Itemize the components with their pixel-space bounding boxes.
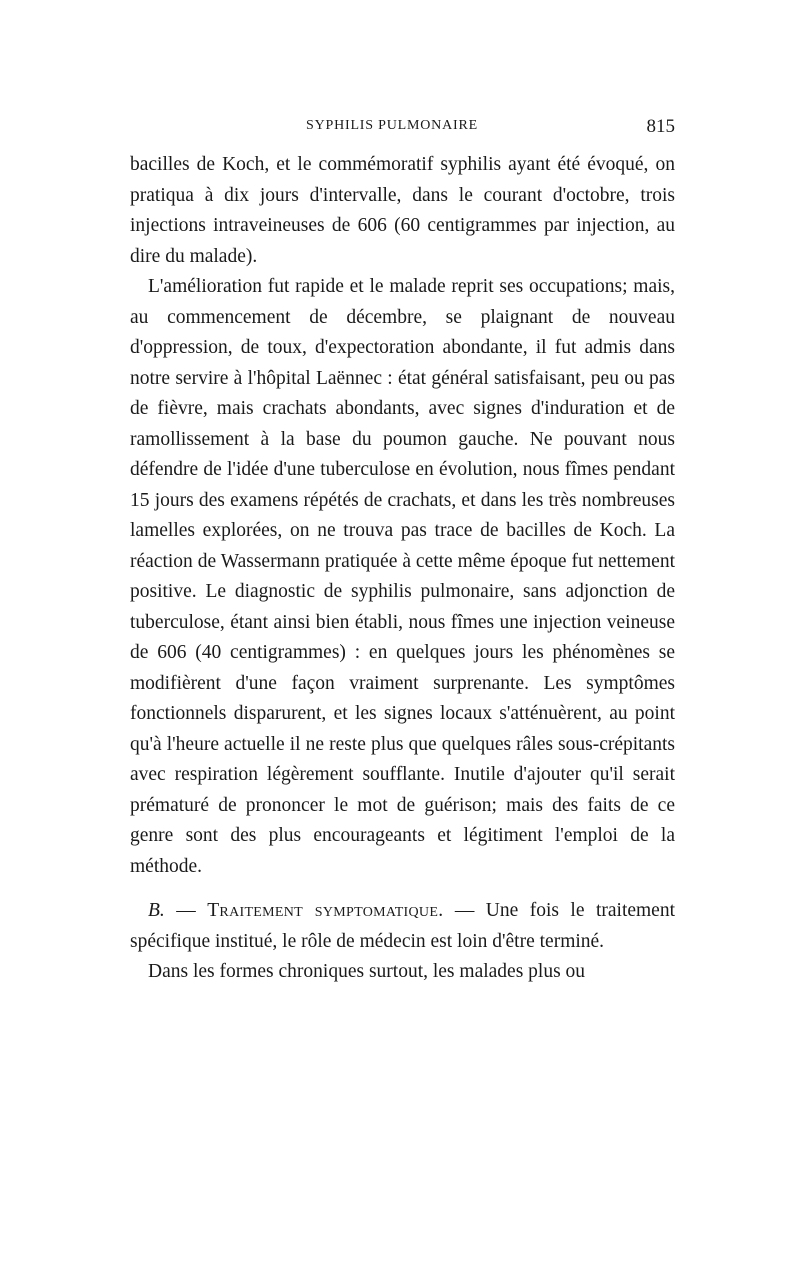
- body-text: [130, 150, 675, 988]
- book-page: [130, 0, 675, 1262]
- page-number: 815: [646, 116, 675, 137]
- paragraph-chronic-forms: Dans les formes chroniques surtout, les malades plus ou: [148, 961, 586, 982]
- section-letter: B.: [148, 900, 165, 921]
- section-title: Traitement symptomatique.: [207, 900, 444, 921]
- paragraph-case-report: L'amélioration fut rapide et le malade reprit ses occupations; mais, au commencement de décembre, se plaignant de nouveau d'oppression, de toux, d'expectoration abondante, il fut admis dans notre servire à l'hôpital Laënnec : état général satisfaisant, peu ou pas de fièvre, mais crachats abondants, avec signes d'induration et de ramollissement à la base du poumon gauche. Ne pouvant nous défendre de l'idée d'une tuberculose en évolution, nous fîmes pendant 15 jours des examens répétés de crachats, et dans les très nombreuses lamelles explorées, on ne trouva pas trace de bacilles de Koch. La réaction de Wassermann pratiquée à cette même époque fut nettement positive. Le diagnostic de syphilis pulmonaire, sans adjonction de tuberculose, étant ainsi bien établi, nous fîmes une injection veineuse de 606 (40 centigrammes) : en quelques jours les phénomènes se modifièrent d'une façon vraiment surprenante. Les symptômes fonctionnels disparurent, et les signes locaux s'atténuèrent, au point qu'à l'heure actuelle il ne reste plus que quelques râles sous-crépitants avec respiration légèrement soufflante. Inutile d'ajouter qu'il serait prématuré de prononcer le mot de guérison; mais des faits de ce genre sont des plus encourageants et légitiment l'emploi de la méthode.: [130, 276, 675, 877]
- section-b-paragraph: [130, 896, 675, 957]
- running-title: SYPHILIS PULMONAIRE: [306, 118, 478, 133]
- paragraph-continuation: bacilles de Koch, et le commémoratif syphilis ayant été évoqué, on pratiqua à dix jours d'intervalle, dans le courant d'octobre, trois injections intraveineuses de 606 (60 centigrammes par injection, au dire du malade).: [130, 154, 675, 267]
- section-text: — Une fois le traitement spécifique institué, le rôle de médecin est loin d'être terminé.: [130, 900, 676, 952]
- section-dash: —: [164, 900, 208, 921]
- running-head: [130, 116, 675, 138]
